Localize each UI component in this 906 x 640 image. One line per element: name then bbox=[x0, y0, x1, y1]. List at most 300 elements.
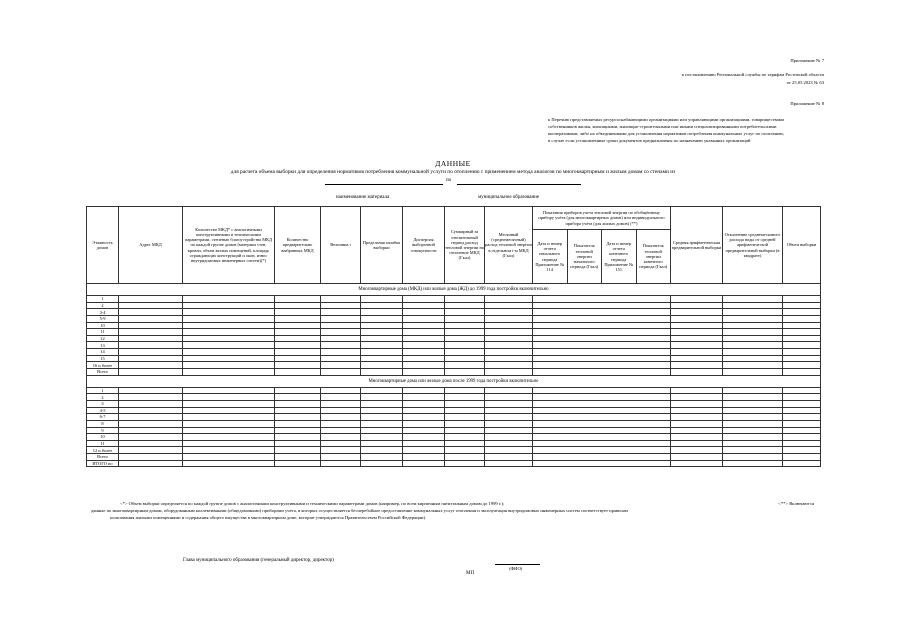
table-cell bbox=[275, 302, 321, 309]
table-cell bbox=[533, 407, 671, 414]
table-cell bbox=[183, 342, 275, 349]
table-cell bbox=[183, 387, 275, 394]
table-cell bbox=[671, 414, 723, 421]
table-cell bbox=[275, 335, 321, 342]
table-cell bbox=[445, 355, 485, 362]
table-cell bbox=[275, 296, 321, 303]
header-t-value: Величина t bbox=[321, 207, 361, 284]
table-cell bbox=[403, 329, 445, 336]
table-cell bbox=[275, 349, 321, 356]
group1-row-label: 2 bbox=[87, 302, 119, 309]
table-row bbox=[87, 315, 821, 322]
table-cell bbox=[533, 447, 671, 454]
section-after-1999: Многоквартирные дома или жилые дома после 1999 года постройки включительно bbox=[87, 375, 821, 387]
table-cell bbox=[183, 315, 275, 322]
table-cell bbox=[485, 335, 533, 342]
table-cell bbox=[183, 362, 275, 369]
table-cell bbox=[485, 362, 533, 369]
table-cell bbox=[723, 447, 783, 454]
table-row bbox=[87, 349, 821, 356]
signature-label: Глава муниципального образования (генеральный директор, директор) bbox=[183, 558, 334, 563]
table-cell bbox=[183, 400, 275, 407]
table-cell bbox=[445, 440, 485, 447]
table-row bbox=[87, 387, 821, 394]
table-cell bbox=[119, 335, 183, 342]
table-row bbox=[87, 342, 821, 349]
table-row bbox=[87, 309, 821, 316]
table-cell bbox=[183, 407, 275, 414]
table-cell bbox=[321, 420, 361, 427]
table-cell bbox=[119, 394, 183, 401]
table-cell bbox=[119, 362, 183, 369]
group1-row-label: 3-4 bbox=[87, 309, 119, 316]
table-cell bbox=[403, 349, 445, 356]
table-cell bbox=[275, 329, 321, 336]
group1-row-label: 12 bbox=[87, 335, 119, 342]
table-cell bbox=[533, 400, 671, 407]
appendix-8-text-1: к Перечню представляемых ресурсоснабжающими организациями или управляющими организациями, товариществами bbox=[548, 117, 785, 122]
table-cell bbox=[485, 309, 533, 316]
group2-row-label: 8 bbox=[87, 420, 119, 427]
table-cell bbox=[783, 387, 821, 394]
table-cell bbox=[723, 394, 783, 401]
group2-row-label: 12 и более bbox=[87, 447, 119, 454]
table-cell bbox=[403, 296, 445, 303]
table-cell bbox=[361, 349, 403, 356]
table-cell bbox=[783, 400, 821, 407]
table-row bbox=[87, 440, 821, 447]
table-cell bbox=[183, 329, 275, 336]
appendix-8-label: Приложение № 8 bbox=[790, 101, 824, 106]
table-cell bbox=[445, 315, 485, 322]
table-cell bbox=[723, 322, 783, 329]
table-cell bbox=[485, 434, 533, 441]
table-cell bbox=[533, 315, 671, 322]
table-cell bbox=[361, 355, 403, 362]
table-cell bbox=[361, 322, 403, 329]
table-cell bbox=[403, 414, 445, 421]
table-cell bbox=[361, 335, 403, 342]
table-cell bbox=[671, 420, 723, 427]
table-cell bbox=[183, 454, 275, 461]
table-cell bbox=[671, 447, 723, 454]
table-cell bbox=[485, 349, 533, 356]
header-mkd-count: Количество МКД* с аналогичными конструктивными и техническими параметрами, степенью благоустройства МКД по каждой группе домов (материал стен, кровли, объем жилых помещений, площадь ограждающих конструкций и окон, износ внутридомовых инженерных систем)(*) bbox=[183, 207, 275, 284]
table-cell bbox=[783, 302, 821, 309]
table-cell bbox=[485, 355, 533, 362]
table-cell bbox=[119, 414, 183, 421]
table-cell bbox=[533, 302, 671, 309]
table-cell bbox=[119, 434, 183, 441]
period-to-line bbox=[457, 184, 581, 185]
table-cell bbox=[275, 447, 321, 454]
table-cell bbox=[533, 394, 671, 401]
table-cell bbox=[275, 434, 321, 441]
table-cell bbox=[485, 427, 533, 434]
header-meter-group bbox=[533, 207, 671, 284]
table-cell bbox=[321, 322, 361, 329]
table-cell bbox=[533, 440, 671, 447]
table-cell bbox=[485, 414, 533, 421]
table-cell bbox=[533, 420, 671, 427]
table-cell bbox=[361, 394, 403, 401]
header-mean: Средняя арифметическая предварительной выборки bbox=[671, 207, 723, 284]
period-separator: по bbox=[446, 178, 452, 183]
header-address: Адрес МКД bbox=[119, 207, 183, 284]
table-cell bbox=[533, 414, 671, 421]
table-row bbox=[87, 420, 821, 427]
appendix-7-resolution: к постановлению Региональной службы по тарифам Ростовской области bbox=[681, 72, 824, 77]
group2-row-label: 4-5 bbox=[87, 407, 119, 414]
table-cell bbox=[783, 335, 821, 342]
table-cell bbox=[119, 440, 183, 447]
table-cell bbox=[361, 434, 403, 441]
table-cell bbox=[119, 454, 183, 461]
table-cell bbox=[783, 342, 821, 349]
table-cell bbox=[671, 335, 723, 342]
table-cell bbox=[275, 315, 321, 322]
table-cell bbox=[361, 362, 403, 369]
header-sample-size: Объем выборки bbox=[783, 207, 821, 284]
table-cell bbox=[783, 454, 821, 461]
footnote-2: <**> Включаются bbox=[778, 501, 814, 506]
table-cell bbox=[403, 454, 445, 461]
table-cell bbox=[183, 427, 275, 434]
table-cell bbox=[723, 296, 783, 303]
table-cell bbox=[671, 315, 723, 322]
table-cell bbox=[119, 369, 183, 376]
table-cell bbox=[445, 322, 485, 329]
table-cell bbox=[485, 407, 533, 414]
table-cell bbox=[533, 349, 671, 356]
table-cell bbox=[361, 400, 403, 407]
table-cell bbox=[321, 400, 361, 407]
table-cell bbox=[183, 420, 275, 427]
table-cell bbox=[485, 460, 533, 467]
table-cell bbox=[445, 335, 485, 342]
table-cell bbox=[533, 434, 671, 441]
table-cell bbox=[403, 355, 445, 362]
group1-row-label: 14 bbox=[87, 349, 119, 356]
table-row bbox=[87, 329, 821, 336]
table-row bbox=[87, 427, 821, 434]
meter-sub-end-date: Дата и номер отчета конечного периода Приложение № 151 bbox=[602, 230, 637, 283]
table-cell bbox=[723, 355, 783, 362]
table-cell bbox=[321, 454, 361, 461]
table-cell bbox=[403, 362, 445, 369]
table-cell bbox=[183, 394, 275, 401]
table-cell bbox=[321, 427, 361, 434]
table-cell bbox=[321, 355, 361, 362]
table-cell bbox=[783, 407, 821, 414]
document-title: ДАННЫЕ bbox=[435, 159, 471, 168]
table-cell bbox=[445, 407, 485, 414]
table-cell bbox=[183, 335, 275, 342]
table-cell bbox=[723, 387, 783, 394]
table-cell bbox=[275, 369, 321, 376]
table-cell bbox=[183, 440, 275, 447]
meter-group-title: Показания приборов учета тепловой энергии по обобщённому прибору учёта (для многоквартирных домов) или индивидуального прибора учёта (для жилых домов) (**) bbox=[533, 207, 670, 230]
header-variance: Дисперсия выборочной совокупности bbox=[403, 207, 445, 284]
table-cell bbox=[485, 400, 533, 407]
table-cell bbox=[783, 309, 821, 316]
table-cell bbox=[723, 342, 783, 349]
table-cell bbox=[783, 369, 821, 376]
table-row bbox=[87, 322, 821, 329]
table-cell bbox=[783, 460, 821, 467]
table-cell bbox=[671, 434, 723, 441]
table-cell bbox=[183, 322, 275, 329]
table-cell bbox=[119, 315, 183, 322]
table-cell bbox=[445, 420, 485, 427]
table-cell bbox=[533, 335, 671, 342]
table-cell bbox=[119, 355, 183, 362]
table-cell bbox=[445, 414, 485, 421]
table-cell bbox=[275, 407, 321, 414]
group2-row-label: 3 bbox=[87, 400, 119, 407]
table-cell bbox=[783, 427, 821, 434]
table-cell bbox=[403, 460, 445, 467]
table-cell bbox=[723, 369, 783, 376]
group2-row-label: 1 bbox=[87, 387, 119, 394]
header-margin-error: Предельная ошибка выборки bbox=[361, 207, 403, 284]
table-cell bbox=[445, 387, 485, 394]
table-cell bbox=[485, 315, 533, 322]
table-cell bbox=[403, 309, 445, 316]
table-cell bbox=[723, 329, 783, 336]
table-cell bbox=[321, 329, 361, 336]
table-cell bbox=[533, 322, 671, 329]
table-cell bbox=[275, 309, 321, 316]
table-cell bbox=[361, 440, 403, 447]
table-cell bbox=[403, 342, 445, 349]
meter-sub-end-value: Показатель тепловой энергии конечного периода (Гкал) bbox=[639, 243, 668, 270]
table-cell bbox=[275, 387, 321, 394]
table-cell bbox=[485, 387, 533, 394]
table-cell bbox=[321, 460, 361, 467]
table-row bbox=[87, 394, 821, 401]
table-row bbox=[87, 407, 821, 414]
table-cell bbox=[119, 400, 183, 407]
table-cell bbox=[275, 460, 321, 467]
table-cell bbox=[403, 369, 445, 376]
table-cell bbox=[783, 440, 821, 447]
table-cell bbox=[445, 369, 485, 376]
appendix-8-text-4: в случае если установленные сроки документов предназначены по назначению указанных организаций bbox=[548, 138, 751, 143]
table-row bbox=[87, 454, 821, 461]
table-cell bbox=[783, 329, 821, 336]
table-cell bbox=[783, 315, 821, 322]
meter-sub-start-value: Показатель тепловой энергии начального периода (Гкал) bbox=[568, 230, 603, 283]
table-cell bbox=[533, 355, 671, 362]
table-cell bbox=[485, 394, 533, 401]
table-row bbox=[87, 400, 821, 407]
table-cell bbox=[361, 387, 403, 394]
table-row bbox=[87, 355, 821, 362]
table-cell bbox=[275, 342, 321, 349]
table-cell bbox=[723, 400, 783, 407]
fio-label: (ФИО) bbox=[509, 566, 523, 571]
table-cell bbox=[361, 447, 403, 454]
table-cell bbox=[783, 420, 821, 427]
table-cell bbox=[321, 302, 361, 309]
table-cell bbox=[445, 342, 485, 349]
table-cell bbox=[275, 394, 321, 401]
table-cell bbox=[723, 349, 783, 356]
table-cell bbox=[183, 447, 275, 454]
table-row bbox=[87, 296, 821, 303]
table-cell bbox=[183, 414, 275, 421]
table-cell bbox=[533, 387, 671, 394]
table-cell bbox=[321, 387, 361, 394]
table-cell bbox=[403, 394, 445, 401]
table-cell bbox=[119, 296, 183, 303]
table-cell bbox=[723, 454, 783, 461]
table-cell bbox=[783, 296, 821, 303]
table-cell bbox=[485, 329, 533, 336]
table-cell bbox=[533, 329, 671, 336]
table-row bbox=[87, 434, 821, 441]
stamp-label: МП bbox=[466, 571, 475, 576]
table-cell bbox=[445, 460, 485, 467]
data-table bbox=[86, 206, 821, 467]
table-cell bbox=[723, 362, 783, 369]
table-cell bbox=[533, 427, 671, 434]
table-cell bbox=[183, 355, 275, 362]
table-cell bbox=[723, 302, 783, 309]
table-cell bbox=[321, 394, 361, 401]
group1-row-label: 15 bbox=[87, 355, 119, 362]
table-cell bbox=[671, 407, 723, 414]
table-cell bbox=[783, 434, 821, 441]
table-cell bbox=[119, 322, 183, 329]
table-cell bbox=[321, 349, 361, 356]
table-cell bbox=[783, 447, 821, 454]
table-cell bbox=[183, 460, 275, 467]
table-cell bbox=[723, 427, 783, 434]
table-row bbox=[87, 302, 821, 309]
table-cell bbox=[783, 414, 821, 421]
table-cell bbox=[321, 335, 361, 342]
table-cell bbox=[183, 434, 275, 441]
table-cell bbox=[321, 369, 361, 376]
table-cell bbox=[361, 302, 403, 309]
table-cell bbox=[119, 302, 183, 309]
group2-row-label: 2 bbox=[87, 394, 119, 401]
group1-row-label: 16 и более bbox=[87, 362, 119, 369]
table-cell bbox=[119, 447, 183, 454]
table-cell bbox=[671, 309, 723, 316]
table-cell bbox=[275, 427, 321, 434]
table-cell bbox=[361, 407, 403, 414]
table-cell bbox=[403, 420, 445, 427]
table-cell bbox=[119, 342, 183, 349]
table-cell bbox=[485, 454, 533, 461]
table-cell bbox=[119, 309, 183, 316]
period-from-line bbox=[325, 184, 443, 185]
table-cell bbox=[671, 296, 723, 303]
table-cell bbox=[361, 454, 403, 461]
table-cell bbox=[321, 315, 361, 322]
table-cell bbox=[321, 447, 361, 454]
table-cell bbox=[533, 369, 671, 376]
table-cell bbox=[361, 414, 403, 421]
table-cell bbox=[321, 414, 361, 421]
signature-line bbox=[495, 564, 540, 565]
table-cell bbox=[485, 296, 533, 303]
group2-row-label: 10 bbox=[87, 434, 119, 441]
table-cell bbox=[445, 302, 485, 309]
appendix-7-label: Приложение № 7 bbox=[790, 58, 824, 63]
header-total-heat: Суммарный за отопительный период расход тепловой энергии на отопление МКД (Гкал) bbox=[445, 207, 485, 284]
table-cell bbox=[445, 400, 485, 407]
table-cell bbox=[361, 460, 403, 467]
table-cell bbox=[533, 342, 671, 349]
group1-row-label: 5-9 bbox=[87, 315, 119, 322]
table-cell bbox=[783, 349, 821, 356]
table-cell bbox=[671, 302, 723, 309]
table-row bbox=[87, 335, 821, 342]
table-cell bbox=[723, 309, 783, 316]
table-cell bbox=[361, 420, 403, 427]
table-cell bbox=[275, 420, 321, 427]
table-cell bbox=[671, 394, 723, 401]
table-cell bbox=[723, 414, 783, 421]
table-cell bbox=[361, 296, 403, 303]
table-cell bbox=[485, 420, 533, 427]
table-cell bbox=[119, 349, 183, 356]
table-cell bbox=[671, 329, 723, 336]
table-cell bbox=[275, 355, 321, 362]
table-row bbox=[87, 414, 821, 421]
group2-row-label: 6-7 bbox=[87, 414, 119, 421]
group1-row-label: 11 bbox=[87, 329, 119, 336]
table-cell bbox=[361, 427, 403, 434]
table-cell bbox=[445, 394, 485, 401]
material-caption: наименование материала bbox=[336, 195, 390, 200]
table-cell bbox=[783, 394, 821, 401]
table-cell bbox=[485, 369, 533, 376]
table-cell bbox=[485, 302, 533, 309]
table-cell bbox=[671, 460, 723, 467]
table-row bbox=[87, 362, 821, 369]
table-cell bbox=[445, 454, 485, 461]
table-cell bbox=[403, 447, 445, 454]
table-cell bbox=[783, 362, 821, 369]
table-cell bbox=[183, 309, 275, 316]
table-cell bbox=[403, 302, 445, 309]
table-cell bbox=[671, 342, 723, 349]
table-cell bbox=[275, 400, 321, 407]
table-cell bbox=[723, 315, 783, 322]
table-cell bbox=[403, 387, 445, 394]
section-before-1999: Многоквартирные дома (МКД) или жилые дома (ЖД) до 1999 года постройки включительно bbox=[87, 284, 821, 296]
group1-row-label: Всего bbox=[87, 369, 119, 376]
table-cell bbox=[321, 296, 361, 303]
table-cell bbox=[403, 322, 445, 329]
table-cell bbox=[723, 440, 783, 447]
footnote-1: <*> Объем выборки определяется по каждой группе домов с аналогичными конструктивными и техническими параметрами домов (например, по всем кирпичным пятиэтажным домам до 1999 г.); bbox=[120, 501, 505, 506]
table-cell bbox=[275, 440, 321, 447]
header-preselected-count: Количество предварительно выбранных МКД bbox=[275, 207, 321, 284]
table-cell bbox=[533, 296, 671, 303]
table-cell bbox=[321, 362, 361, 369]
group2-row-label: 11 bbox=[87, 440, 119, 447]
group1-row-label: 10 bbox=[87, 322, 119, 329]
table-cell bbox=[485, 447, 533, 454]
table-cell bbox=[445, 434, 485, 441]
table-cell bbox=[671, 427, 723, 434]
